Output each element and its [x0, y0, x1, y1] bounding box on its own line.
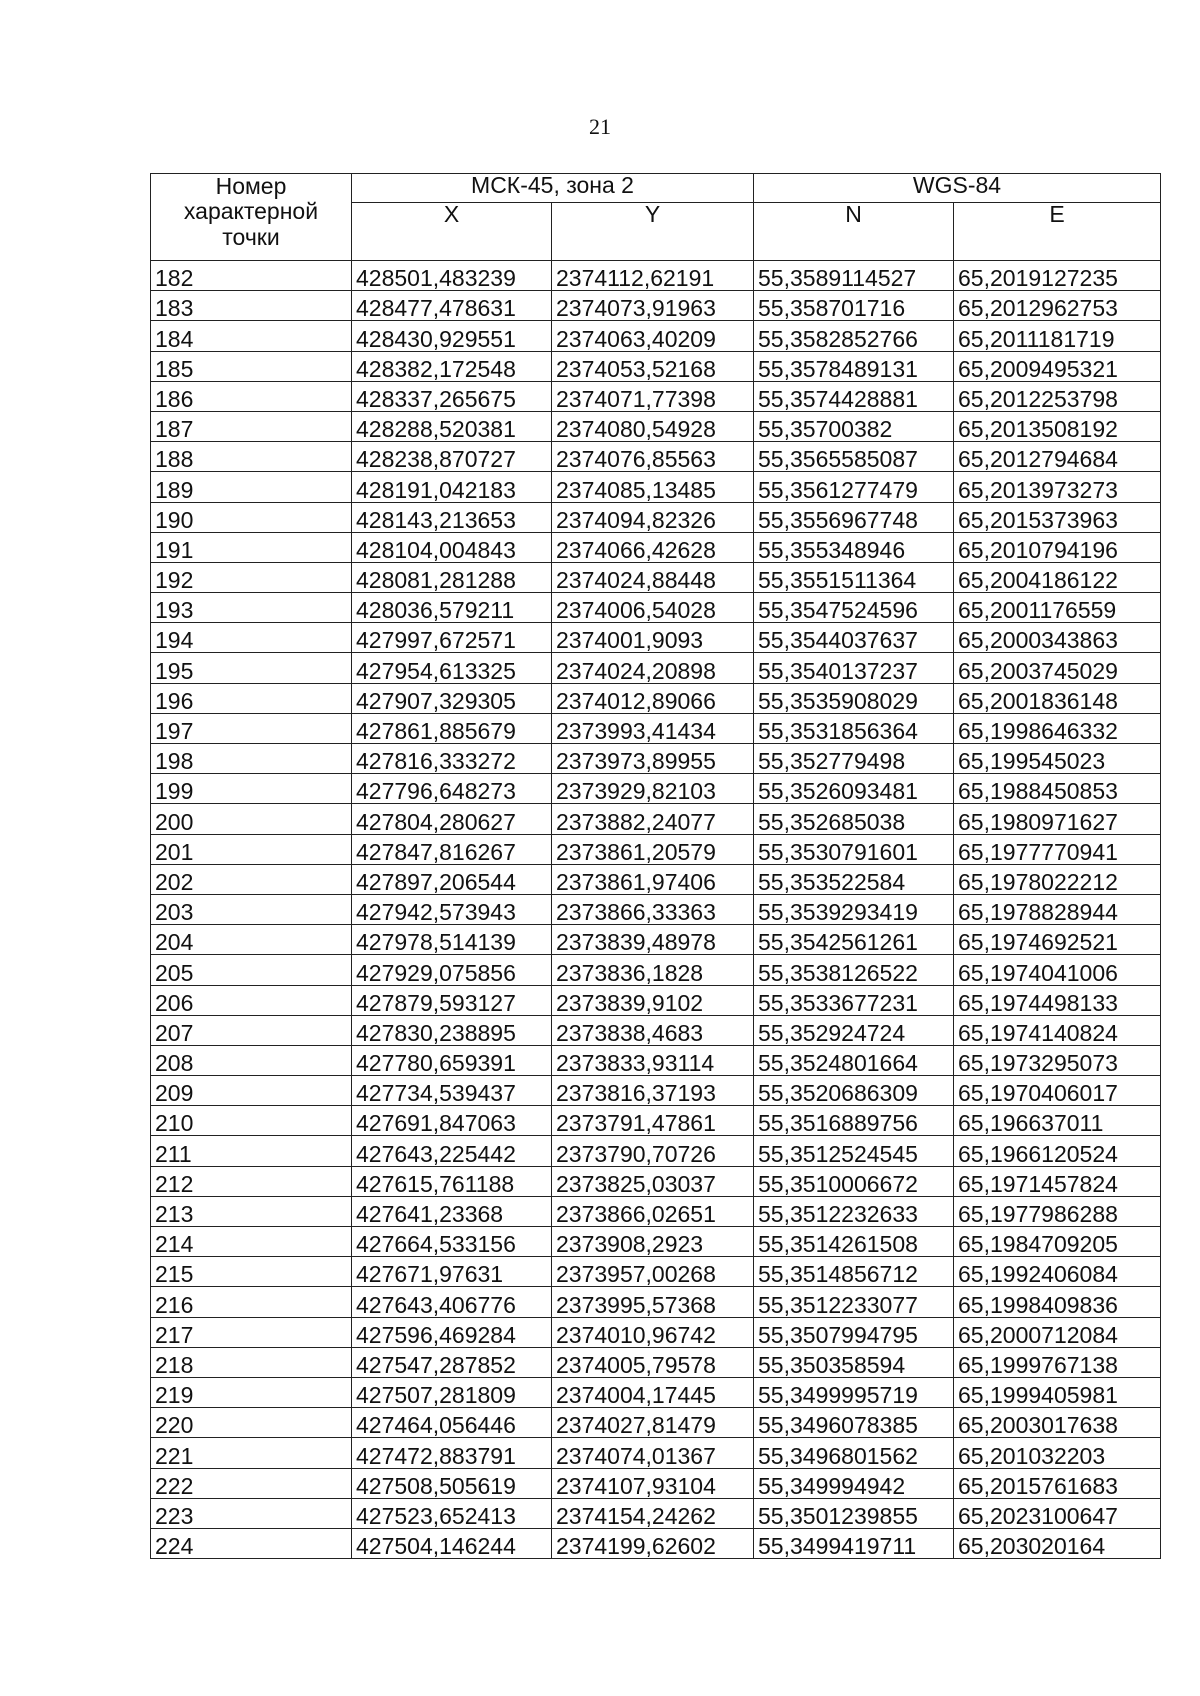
cell-point-number: 192 [151, 562, 352, 592]
cell-point-number: 212 [151, 1166, 352, 1196]
table-row [151, 744, 1161, 774]
cell-e: 65,1974140824 [954, 1015, 1161, 1045]
cell-x: 427523,652413 [352, 1498, 552, 1528]
cell-x: 427907,329305 [352, 683, 552, 713]
cell-point-number: 201 [151, 834, 352, 864]
table-row [151, 502, 1161, 532]
table-row [151, 955, 1161, 985]
table-row [151, 1257, 1161, 1287]
cell-x: 427664,533156 [352, 1227, 552, 1257]
header-wgs-group: WGS-84 [754, 174, 1161, 203]
cell-e: 65,1999767138 [954, 1347, 1161, 1377]
cell-y: 2374073,91963 [552, 291, 754, 321]
table-row [151, 1076, 1161, 1106]
cell-n: 55,355348946 [754, 532, 954, 562]
table-row [151, 713, 1161, 743]
cell-x: 427596,469284 [352, 1317, 552, 1347]
cell-n: 55,353522584 [754, 864, 954, 894]
cell-n: 55,352779498 [754, 744, 954, 774]
cell-n: 55,3501239855 [754, 1498, 954, 1528]
table-row [151, 472, 1161, 502]
cell-n: 55,3499419711 [754, 1528, 954, 1558]
cell-y: 2373791,47861 [552, 1106, 754, 1136]
cell-e: 65,2003017638 [954, 1408, 1161, 1438]
cell-e: 65,1966120524 [954, 1136, 1161, 1166]
cell-x: 427504,146244 [352, 1528, 552, 1558]
cell-n: 55,3507994795 [754, 1317, 954, 1347]
cell-x: 427615,761188 [352, 1166, 552, 1196]
cell-x: 427507,281809 [352, 1377, 552, 1407]
cell-x: 427847,816267 [352, 834, 552, 864]
cell-y: 2374053,52168 [552, 351, 754, 381]
table-row [151, 1196, 1161, 1226]
table-row [151, 1015, 1161, 1045]
cell-point-number: 215 [151, 1257, 352, 1287]
cell-e: 65,2015761683 [954, 1468, 1161, 1498]
cell-point-number: 200 [151, 804, 352, 834]
cell-y: 2374074,01367 [552, 1438, 754, 1468]
cell-point-number: 186 [151, 381, 352, 411]
table-row [151, 774, 1161, 804]
cell-x: 427508,505619 [352, 1468, 552, 1498]
cell-point-number: 224 [151, 1528, 352, 1558]
cell-point-number: 198 [151, 744, 352, 774]
cell-n: 55,3514856712 [754, 1257, 954, 1287]
cell-y: 2374012,89066 [552, 683, 754, 713]
cell-point-number: 217 [151, 1317, 352, 1347]
cell-point-number: 208 [151, 1045, 352, 1075]
cell-e: 65,2003745029 [954, 653, 1161, 683]
cell-y: 2373790,70726 [552, 1136, 754, 1166]
cell-y: 2373908,2923 [552, 1227, 754, 1257]
cell-n: 55,352924724 [754, 1015, 954, 1045]
table-row [151, 411, 1161, 441]
table-header [151, 174, 1161, 261]
cell-x: 427997,672571 [352, 623, 552, 653]
cell-n: 55,3512232633 [754, 1196, 954, 1226]
cell-n: 55,3565585087 [754, 442, 954, 472]
cell-e: 65,1971457824 [954, 1166, 1161, 1196]
table-row [151, 1377, 1161, 1407]
cell-e: 65,2012962753 [954, 291, 1161, 321]
cell-x: 427464,056446 [352, 1408, 552, 1438]
header-x: X [352, 203, 552, 261]
cell-y: 2374071,77398 [552, 381, 754, 411]
table-row [151, 653, 1161, 683]
cell-y: 2374154,24262 [552, 1498, 754, 1528]
table-row [151, 1438, 1161, 1468]
cell-point-number: 199 [151, 774, 352, 804]
cell-x: 427942,573943 [352, 894, 552, 924]
cell-x: 427547,287852 [352, 1347, 552, 1377]
cell-n: 55,3531856364 [754, 713, 954, 743]
cell-n: 55,3510006672 [754, 1166, 954, 1196]
cell-n: 55,35700382 [754, 411, 954, 441]
cell-n: 55,3512233077 [754, 1287, 954, 1317]
cell-y: 2373833,93114 [552, 1045, 754, 1075]
cell-x: 428430,929551 [352, 321, 552, 351]
cell-e: 65,199545023 [954, 744, 1161, 774]
table-row [151, 804, 1161, 834]
table-row [151, 291, 1161, 321]
cell-x: 427796,648273 [352, 774, 552, 804]
table-row [151, 321, 1161, 351]
cell-e: 65,2012253798 [954, 381, 1161, 411]
cell-e: 65,1974498133 [954, 985, 1161, 1015]
table-row [151, 864, 1161, 894]
cell-x: 428382,172548 [352, 351, 552, 381]
table-row [151, 1347, 1161, 1377]
table-row [151, 985, 1161, 1015]
table-row [151, 381, 1161, 411]
cell-e: 65,203020164 [954, 1528, 1161, 1558]
cell-x: 428081,281288 [352, 562, 552, 592]
cell-n: 55,358701716 [754, 291, 954, 321]
cell-point-number: 182 [151, 261, 352, 291]
cell-e: 65,2001836148 [954, 683, 1161, 713]
cell-x: 427929,075856 [352, 955, 552, 985]
cell-n: 55,3547524596 [754, 593, 954, 623]
cell-n: 55,3499995719 [754, 1377, 954, 1407]
table-row [151, 1227, 1161, 1257]
cell-point-number: 210 [151, 1106, 352, 1136]
cell-point-number: 184 [151, 321, 352, 351]
cell-x: 428036,579211 [352, 593, 552, 623]
cell-n: 55,3578489131 [754, 351, 954, 381]
cell-x: 428477,478631 [352, 291, 552, 321]
cell-y: 2373929,82103 [552, 774, 754, 804]
cell-point-number: 185 [151, 351, 352, 381]
cell-x: 428191,042183 [352, 472, 552, 502]
cell-y: 2374076,85563 [552, 442, 754, 472]
table-row [151, 623, 1161, 653]
cell-x: 427641,23368 [352, 1196, 552, 1226]
table-row [151, 442, 1161, 472]
cell-y: 2373838,4683 [552, 1015, 754, 1045]
cell-e: 65,196637011 [954, 1106, 1161, 1136]
page-number: 21 [589, 114, 611, 139]
cell-y: 2374085,13485 [552, 472, 754, 502]
cell-e: 65,2012794684 [954, 442, 1161, 472]
cell-n: 55,3556967748 [754, 502, 954, 532]
cell-n: 55,3574428881 [754, 381, 954, 411]
header-n: N [754, 203, 954, 261]
cell-n: 55,3540137237 [754, 653, 954, 683]
cell-point-number: 211 [151, 1136, 352, 1166]
cell-y: 2374063,40209 [552, 321, 754, 351]
cell-x: 427897,206544 [352, 864, 552, 894]
cell-point-number: 205 [151, 955, 352, 985]
header-row-groups [151, 174, 1161, 203]
cell-y: 2373866,33363 [552, 894, 754, 924]
cell-e: 65,1970406017 [954, 1076, 1161, 1106]
table-row [151, 1528, 1161, 1558]
cell-point-number: 219 [151, 1377, 352, 1407]
cell-point-number: 206 [151, 985, 352, 1015]
cell-y: 2374004,17445 [552, 1377, 754, 1407]
cell-y: 2373995,57368 [552, 1287, 754, 1317]
cell-e: 65,1988450853 [954, 774, 1161, 804]
cell-y: 2373816,37193 [552, 1076, 754, 1106]
cell-point-number: 214 [151, 1227, 352, 1257]
cell-n: 55,3582852766 [754, 321, 954, 351]
cell-e: 65,1999405981 [954, 1377, 1161, 1407]
cell-e: 65,2010794196 [954, 532, 1161, 562]
cell-n: 55,3496078385 [754, 1408, 954, 1438]
cell-point-number: 191 [151, 532, 352, 562]
table-row [151, 532, 1161, 562]
cell-x: 427472,883791 [352, 1438, 552, 1468]
header-point-number [151, 174, 352, 261]
cell-n: 55,3539293419 [754, 894, 954, 924]
cell-e: 65,201032203 [954, 1438, 1161, 1468]
cell-y: 2374107,93104 [552, 1468, 754, 1498]
table-row [151, 1136, 1161, 1166]
coordinates-table [150, 173, 1161, 1559]
cell-point-number: 187 [151, 411, 352, 441]
cell-x: 427691,847063 [352, 1106, 552, 1136]
cell-point-number: 218 [151, 1347, 352, 1377]
cell-point-number: 209 [151, 1076, 352, 1106]
cell-y: 2373866,02651 [552, 1196, 754, 1226]
table-row [151, 351, 1161, 381]
cell-e: 65,1974692521 [954, 925, 1161, 955]
header-e: E [954, 203, 1161, 261]
cell-y: 2374094,82326 [552, 502, 754, 532]
header-point-number-line: Номер [215, 173, 287, 199]
cell-n: 55,3561277479 [754, 472, 954, 502]
cell-y: 2373839,48978 [552, 925, 754, 955]
cell-y: 2374024,20898 [552, 653, 754, 683]
cell-x: 427816,333272 [352, 744, 552, 774]
cell-y: 2373836,1828 [552, 955, 754, 985]
table-row [151, 894, 1161, 924]
cell-y: 2373861,97406 [552, 864, 754, 894]
table-row [151, 562, 1161, 592]
cell-point-number: 197 [151, 713, 352, 743]
table-row [151, 1408, 1161, 1438]
cell-e: 65,2000712084 [954, 1317, 1161, 1347]
cell-n: 55,3551511364 [754, 562, 954, 592]
cell-e: 65,1978828944 [954, 894, 1161, 924]
cell-e: 65,2015373963 [954, 502, 1161, 532]
cell-e: 65,2004186122 [954, 562, 1161, 592]
cell-point-number: 213 [151, 1196, 352, 1226]
cell-y: 2373882,24077 [552, 804, 754, 834]
cell-x: 427830,238895 [352, 1015, 552, 1045]
cell-y: 2373825,03037 [552, 1166, 754, 1196]
cell-n: 55,3544037637 [754, 623, 954, 653]
cell-e: 65,1973295073 [954, 1045, 1161, 1075]
cell-n: 55,352685038 [754, 804, 954, 834]
cell-y: 2373957,00268 [552, 1257, 754, 1287]
cell-x: 428288,520381 [352, 411, 552, 441]
table-row [151, 925, 1161, 955]
cell-point-number: 193 [151, 593, 352, 623]
cell-e: 65,2000343863 [954, 623, 1161, 653]
cell-e: 65,1992406084 [954, 1257, 1161, 1287]
cell-x: 427804,280627 [352, 804, 552, 834]
cell-n: 55,3514261508 [754, 1227, 954, 1257]
cell-n: 55,3542561261 [754, 925, 954, 955]
cell-n: 55,3535908029 [754, 683, 954, 713]
cell-point-number: 204 [151, 925, 352, 955]
cell-x: 427780,659391 [352, 1045, 552, 1075]
header-y: Y [552, 203, 754, 261]
cell-n: 55,349994942 [754, 1468, 954, 1498]
table-row [151, 1287, 1161, 1317]
cell-x: 428238,870727 [352, 442, 552, 472]
cell-n: 55,3516889756 [754, 1106, 954, 1136]
cell-x: 428143,213653 [352, 502, 552, 532]
cell-y: 2373973,89955 [552, 744, 754, 774]
cell-point-number: 196 [151, 683, 352, 713]
table-row [151, 1317, 1161, 1347]
cell-y: 2373861,20579 [552, 834, 754, 864]
header-point-number-line: характерной [183, 198, 319, 225]
cell-y: 2374066,42628 [552, 532, 754, 562]
cell-e: 65,2013973273 [954, 472, 1161, 502]
cell-x: 427954,613325 [352, 653, 552, 683]
cell-y: 2374112,62191 [552, 261, 754, 291]
cell-y: 2374199,62602 [552, 1528, 754, 1558]
table-row [151, 1468, 1161, 1498]
cell-point-number: 188 [151, 442, 352, 472]
cell-x: 428337,265675 [352, 381, 552, 411]
cell-y: 2374006,54028 [552, 593, 754, 623]
cell-point-number: 189 [151, 472, 352, 502]
cell-y: 2374080,54928 [552, 411, 754, 441]
cell-n: 55,3538126522 [754, 955, 954, 985]
header-msk-group: МСК-45, зона 2 [352, 174, 754, 203]
cell-n: 55,3589114527 [754, 261, 954, 291]
cell-x: 427671,97631 [352, 1257, 552, 1287]
cell-point-number: 202 [151, 864, 352, 894]
cell-n: 55,3530791601 [754, 834, 954, 864]
cell-x: 427643,406776 [352, 1287, 552, 1317]
table-row [151, 834, 1161, 864]
cell-y: 2374001,9093 [552, 623, 754, 653]
cell-point-number: 195 [151, 653, 352, 683]
cell-n: 55,3520686309 [754, 1076, 954, 1106]
cell-x: 427643,225442 [352, 1136, 552, 1166]
cell-x: 427879,593127 [352, 985, 552, 1015]
table-row [151, 1498, 1161, 1528]
cell-n: 55,350358594 [754, 1347, 954, 1377]
cell-e: 65,1984709205 [954, 1227, 1161, 1257]
table-row [151, 1166, 1161, 1196]
cell-y: 2374027,81479 [552, 1408, 754, 1438]
cell-y: 2374005,79578 [552, 1347, 754, 1377]
cell-n: 55,3524801664 [754, 1045, 954, 1075]
cell-x: 428104,004843 [352, 532, 552, 562]
cell-e: 65,2001176559 [954, 593, 1161, 623]
table-row [151, 261, 1161, 291]
cell-n: 55,3496801562 [754, 1438, 954, 1468]
cell-point-number: 183 [151, 291, 352, 321]
cell-y: 2373839,9102 [552, 985, 754, 1015]
cell-n: 55,3526093481 [754, 774, 954, 804]
cell-y: 2373993,41434 [552, 713, 754, 743]
cell-point-number: 223 [151, 1498, 352, 1528]
cell-x: 427861,885679 [352, 713, 552, 743]
cell-e: 65,2009495321 [954, 351, 1161, 381]
cell-n: 55,3533677231 [754, 985, 954, 1015]
cell-e: 65,1998646332 [954, 713, 1161, 743]
cell-point-number: 190 [151, 502, 352, 532]
cell-n: 55,3512524545 [754, 1136, 954, 1166]
cell-point-number: 222 [151, 1468, 352, 1498]
cell-e: 65,1977770941 [954, 834, 1161, 864]
cell-y: 2374024,88448 [552, 562, 754, 592]
table-row [151, 683, 1161, 713]
cell-e: 65,1977986288 [954, 1196, 1161, 1226]
cell-e: 65,1980971627 [954, 804, 1161, 834]
cell-e: 65,2011181719 [954, 321, 1161, 351]
cell-e: 65,1978022212 [954, 864, 1161, 894]
table-body [151, 261, 1161, 1559]
cell-x: 427734,539437 [352, 1076, 552, 1106]
cell-x: 427978,514139 [352, 925, 552, 955]
cell-point-number: 203 [151, 894, 352, 924]
cell-y: 2374010,96742 [552, 1317, 754, 1347]
cell-e: 65,1998409836 [954, 1287, 1161, 1317]
table-row [151, 593, 1161, 623]
cell-point-number: 221 [151, 1438, 352, 1468]
cell-point-number: 216 [151, 1287, 352, 1317]
cell-e: 65,2019127235 [954, 261, 1161, 291]
table-row [151, 1106, 1161, 1136]
cell-point-number: 220 [151, 1408, 352, 1438]
cell-point-number: 207 [151, 1015, 352, 1045]
cell-x: 428501,483239 [352, 261, 552, 291]
cell-point-number: 194 [151, 623, 352, 653]
cell-e: 65,2023100647 [954, 1498, 1161, 1528]
cell-e: 65,1974041006 [954, 955, 1161, 985]
table-row [151, 1045, 1161, 1075]
cell-e: 65,2013508192 [954, 411, 1161, 441]
header-point-number-line: точки [222, 223, 280, 250]
